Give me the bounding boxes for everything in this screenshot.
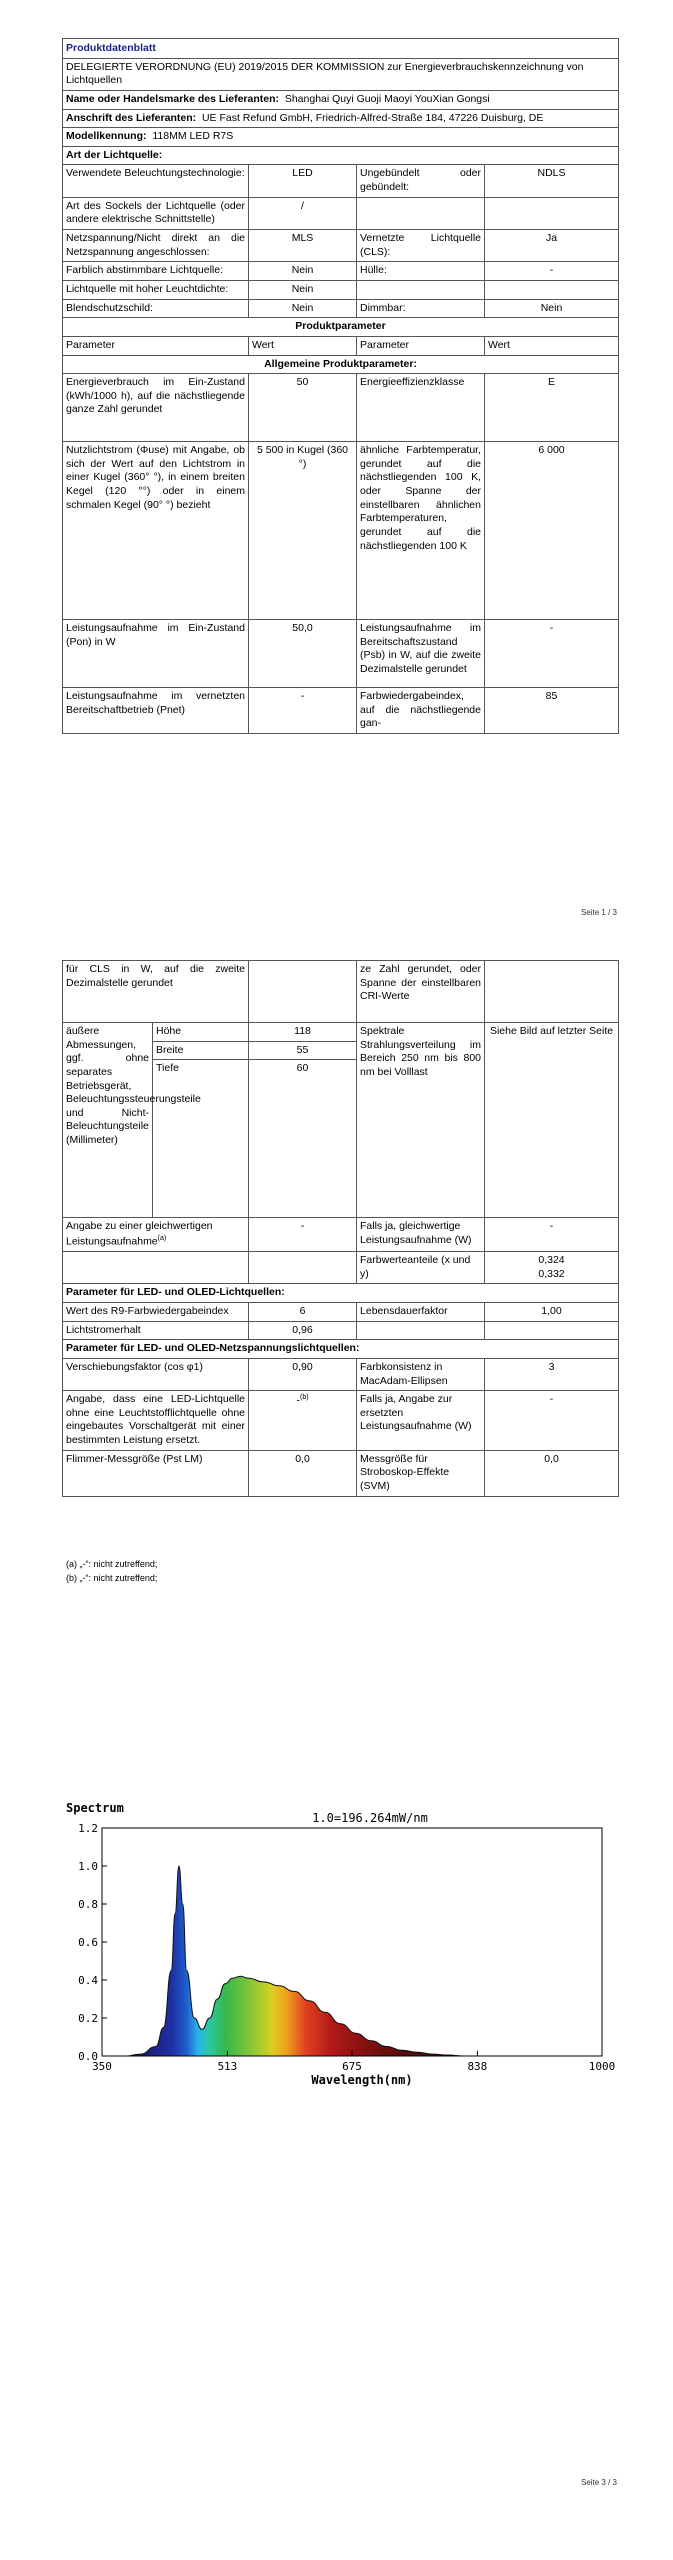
datasheet-table-page-1	[62, 38, 619, 734]
svm-label: Messgröße für Stroboskop-Effekte (SVM)	[357, 1450, 485, 1496]
dim-name-depth: Tiefe	[153, 1060, 249, 1218]
y-tick-label: 1.0	[78, 1860, 98, 1873]
param-value: -	[249, 688, 357, 734]
general-params-heading: Allgemeine Produktparameter:	[63, 355, 619, 374]
ls-value-right: Ja	[485, 230, 619, 262]
equiv-power-right-label: Falls ja, gleichwertige Leistungsaufnahme (W)	[357, 1218, 485, 1252]
col-param-header-1: Parameter	[63, 336, 249, 355]
dim-value-height: 118	[249, 1023, 357, 1042]
supplier-label: Name oder Handelsmarke des Lieferanten:	[66, 92, 279, 105]
lifetime-value: 1,00	[485, 1302, 619, 1321]
ls-label-right	[357, 280, 485, 299]
empty-cell	[249, 961, 357, 1023]
product-params-heading: Produktparameter	[63, 318, 619, 337]
y-tick-label: 1.2	[78, 1822, 98, 1835]
empty-cell	[249, 1252, 357, 1284]
equiv-power-value: -	[249, 1218, 357, 1252]
chromaticity-x: 0,324	[538, 1254, 565, 1267]
param-label-right: ähnliche Farbtemperatur, gerundet auf die nächstliegenden 100 K, oder Spanne der einstellbaren ähnlichen Farbtemperaturen, gerundet auf die nächstliegenden 100 K	[357, 442, 485, 620]
cri-continued-text: ze Zahl gerundet, oder Spanne der einstellbaren CRI-Werte	[357, 961, 485, 1023]
address-value: UE Fast Refund GmbH, Friedrich-Alfred-Straße 184, 47226 Duisburg, DE	[201, 111, 544, 124]
x-tick-label: 1000	[588, 2060, 616, 2073]
ls-label: Lichtquelle mit hoher Leuchtdichte:	[63, 280, 249, 299]
ls-label-right: Dimmbar:	[357, 299, 485, 318]
model-value: 118MM LED R7S	[152, 130, 234, 143]
ls-value: Nein	[249, 280, 357, 299]
param-value: 50,0	[249, 620, 357, 688]
chart-annotation: 1.0=196.264mW/nm	[312, 1811, 428, 1825]
type-heading: Art der Lichtquelle:	[63, 146, 619, 165]
light-source-row	[63, 299, 619, 318]
col-param-header-2: Parameter	[357, 336, 485, 355]
ls-value: MLS	[249, 230, 357, 262]
address-label: Anschrift des Lieferanten:	[66, 111, 197, 124]
ls-label-right: Hülle:	[357, 262, 485, 281]
empty-cell	[485, 961, 619, 1023]
param-label-right: Farbwiedergabeindex, auf die nächstliegende gan-	[357, 688, 485, 734]
replacement-label: Angabe, dass eine LED-Lichtquelle ohne eine Leuchtstofflichtquelle ohne eingebautes Vorschaltgerät mit einer bestimmten Leistung ersetzt.	[63, 1391, 249, 1451]
ls-value: /	[249, 197, 357, 229]
chromaticity-y: 0,332	[538, 1267, 565, 1280]
address-row	[63, 109, 619, 128]
led-params-heading: Parameter für LED- und OLED-Lichtquellen:	[63, 1284, 619, 1303]
ls-value: Nein	[249, 262, 357, 281]
replacement-value: -	[296, 1394, 300, 1407]
lumen-maintenance-label: Lichtstromerhalt	[63, 1321, 249, 1340]
general-param-row	[63, 688, 619, 734]
flicker-value: 0,0	[249, 1450, 357, 1496]
model-row	[63, 128, 619, 147]
macadam-value: 3	[485, 1358, 619, 1390]
ls-value-right: -	[485, 262, 619, 281]
x-tick-label: 350	[92, 2060, 112, 2073]
lumen-maintenance-value: 0,96	[249, 1321, 357, 1340]
ls-label: Netzspannung/Nicht direkt an die Netzspannung angeschlossen:	[63, 230, 249, 262]
replacement-footnote-mark: (b)	[299, 1394, 309, 1402]
general-param-row	[63, 374, 619, 442]
page-1	[62, 38, 618, 734]
ls-value-right: Nein	[485, 299, 619, 318]
equiv-power-right-value: -	[485, 1218, 619, 1252]
ls-label-right: Vernetzte Lichtquelle (CLS):	[357, 230, 485, 262]
r9-label: Wert des R9-Farbwiedergabeindex	[63, 1302, 249, 1321]
spectral-value: Siehe Bild auf letzter Seite	[485, 1023, 619, 1218]
ls-label: Verwendete Beleuchtungstechnologie:	[63, 165, 249, 197]
spectrum-chart	[62, 1800, 618, 2090]
page-title: Produktdatenblatt	[63, 39, 619, 59]
ls-value-right	[485, 197, 619, 229]
ls-value: Nein	[249, 299, 357, 318]
footnotes	[66, 1558, 157, 1585]
cls-continued-text: für CLS in W, auf die zweite Dezimalstelle gerundet	[63, 961, 249, 1023]
param-label-right: Leistungsaufnahme im Bereitschaftszustand (Psb) in W, auf die zweite Dezimalstelle gerundet	[357, 620, 485, 688]
light-source-row	[63, 165, 619, 197]
light-source-row	[63, 280, 619, 299]
chromaticity-values	[485, 1252, 619, 1284]
general-param-row	[63, 620, 619, 688]
y-tick-label: 0.8	[78, 1898, 98, 1911]
x-tick-label: 838	[467, 2060, 488, 2073]
footnote-a: (a) „-“: nicht zutreffend;	[66, 1559, 158, 1569]
y-tick-label: 0.4	[78, 1974, 98, 1987]
replacement-right-value: -	[485, 1391, 619, 1451]
empty-cell	[485, 1321, 619, 1340]
footnote-b: (b) „-“: nicht zutreffend;	[66, 1572, 158, 1583]
param-label-right: Energieeffizienzklasse	[357, 374, 485, 442]
x-tick-label: 513	[217, 2060, 238, 2073]
supplier-row	[63, 90, 619, 109]
macadam-label: Farbkonsistenz in MacAdam-Ellipsen	[357, 1358, 485, 1390]
dim-value-depth: 60	[249, 1060, 357, 1218]
equiv-footnote-mark: (a)	[157, 1234, 167, 1242]
spectral-label: Spektrale Strahlungsverteilung im Bereich 250 nm bis 800 nm bei Volllast	[357, 1023, 485, 1218]
chromaticity-label: Farbwerteanteile (x und y)	[357, 1252, 485, 1284]
svm-value: 0,0	[485, 1450, 619, 1496]
cos-phi-value: 0,90	[249, 1358, 357, 1390]
model-label: Modellkennung:	[66, 130, 147, 143]
replacement-value-cell	[249, 1391, 357, 1451]
y-tick-label: 0.6	[78, 1936, 98, 1949]
replacement-right-label: Falls ja, Angabe zur ersetzten Leistungsaufnahme (W)	[357, 1391, 485, 1451]
param-value: 5 500 in Kugel (360 °)	[249, 442, 357, 620]
dim-value-width: 55	[249, 1041, 357, 1060]
mains-params-heading: Parameter für LED- und OLED-Netzspannungslichtquellen:	[63, 1340, 619, 1359]
ls-label: Farblich abstimmbare Lichtquelle:	[63, 262, 249, 281]
param-value-right: E	[485, 374, 619, 442]
light-source-row	[63, 197, 619, 229]
param-label: Leistungsaufnahme im Ein-Zustand (Pon) in W	[63, 620, 249, 688]
x-tick-label: 675	[342, 2060, 362, 2073]
light-source-row	[63, 262, 619, 281]
datasheet-table-page-2	[62, 960, 619, 1497]
light-source-row	[63, 230, 619, 262]
lifetime-label: Lebensdauerfaktor	[357, 1302, 485, 1321]
supplier-value: Shanghai Quyi Guoji Maoyi YouXian Gongsi	[284, 92, 490, 105]
param-value: 50	[249, 374, 357, 442]
param-value-right: -	[485, 620, 619, 688]
flicker-label: Flimmer-Messgröße (Pst LM)	[63, 1450, 249, 1496]
param-label: Leistungsaufnahme im vernetzten Bereitschaftbetrieb (Pnet)	[63, 688, 249, 734]
page-1-footer: Seite 1 / 3	[580, 908, 617, 917]
param-value-right: 85	[485, 688, 619, 734]
y-tick-label: 0.0	[78, 2050, 98, 2063]
chart-title: Spectrum	[66, 1801, 124, 1815]
ls-value-right	[485, 280, 619, 299]
ls-label-right	[357, 197, 485, 229]
ls-value: LED	[249, 165, 357, 197]
x-axis-label: Wavelength(nm)	[311, 2073, 413, 2087]
param-label: Energieverbrauch im Ein-Zustand (kWh/1000 h), auf die nächstliegende ganze Zahl gerundet	[63, 374, 249, 442]
cos-phi-label: Verschiebungsfaktor (cos φ1)	[63, 1358, 249, 1390]
dim-name-height: Höhe	[153, 1023, 249, 1042]
equiv-power-label-cell	[63, 1218, 249, 1252]
r9-value: 6	[249, 1302, 357, 1321]
page-3-footer: Seite 3 / 3	[580, 2478, 617, 2487]
empty-cell	[357, 1321, 485, 1340]
y-tick-label: 0.2	[78, 2012, 98, 2025]
dim-name-width: Breite	[153, 1041, 249, 1060]
equiv-power-label: Angabe zu einer gleichwertigen Leistungsaufnahme	[66, 1220, 213, 1248]
ls-value-right: NDLS	[485, 165, 619, 197]
ls-label-right: Ungebündelt oder gebündelt:	[357, 165, 485, 197]
regulation-text: DELEGIERTE VERORDNUNG (EU) 2019/2015 DER KOMMISSION zur Energieverbrauchskennzeichnung von Lichtquellen	[63, 58, 619, 90]
page-2	[62, 960, 618, 1497]
ls-label: Art des Sockels der Lichtquelle (oder andere elektrische Schnittstelle)	[63, 197, 249, 229]
param-label: Nutzlichtstrom (Φuse) mit Angabe, ob sich der Wert auf den Lichtstrom in einer Kugel (360° °), in einem breiten Kegel (120 °°) oder in einem schmalen Kegel (90° °) bezieht	[63, 442, 249, 620]
param-value-right: 6 000	[485, 442, 619, 620]
general-param-row	[63, 442, 619, 620]
col-value-header-2: Wert	[485, 336, 619, 355]
empty-cell	[63, 1252, 249, 1284]
dimensions-label: äußere Abmessungen, ggf. ohne separates Betriebsgerät, Beleuchtungssteuerungsteile und Nicht-Beleuchtungsteile (Millimeter)	[63, 1023, 153, 1218]
col-value-header-1: Wert	[249, 336, 357, 355]
ls-label: Blendschutzschild:	[63, 299, 249, 318]
